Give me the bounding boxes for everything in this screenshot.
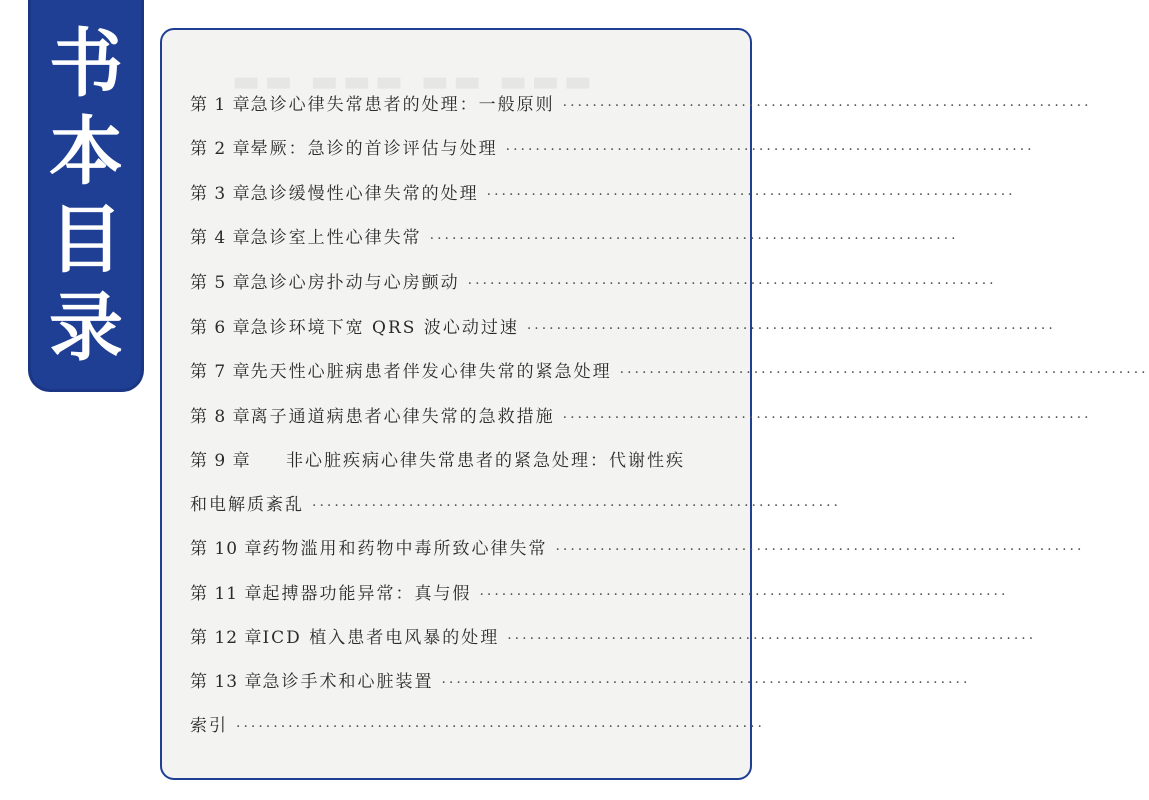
chapter-title: 非心脏疾病心律失常患者的紧急处理：代谢性疾 [286,451,685,471]
toc-entry [190,90,1092,120]
index-title: 索引 [190,716,228,736]
side-tab-char: 目 [49,197,123,283]
toc-entry [190,313,1056,343]
chapter-number: 第 12 章 [190,628,263,648]
chapter-number: 第 4 章 [190,228,251,248]
dot-leader: ······································································· [619,365,1149,381]
dot-leader: ······································································· [562,98,1092,114]
chapter-title: 急诊室上性心律失常 [250,228,422,248]
chapter-title: 药物滥用和药物中毒所致心律失常 [262,539,548,559]
dot-leader: ······································································· [429,231,959,247]
chapter-number: 第 5 章 [190,273,251,293]
toc-entry [190,268,997,298]
bleed-through-texture: ▬▬ ▬▬▬ ▬▬ ▬▬▬ [232,64,597,99]
dot-leader: ······································································· [507,631,1037,647]
chapter-title: 先天性心脏病患者伴发心律失常的紧急处理 [250,362,612,382]
dot-leader: ······································································· [236,719,765,735]
toc-entry-continuation [190,490,841,520]
side-tab-char: 本 [49,109,123,195]
toc-entry [190,357,1149,387]
chapter-title: 急诊心房扑动与心房颤动 [250,273,460,293]
chapter-number: 第 2 章 [190,139,251,159]
toc-entry [190,134,1035,164]
dot-leader: ······································································· [526,321,1056,337]
chapter-title: 急诊缓慢性心律失常的处理 [250,184,479,204]
dot-leader: ······································································· [479,587,1009,603]
chapter-title: 起搏器功能异常：真与假 [262,584,472,604]
dot-leader: ······································································· [505,142,1035,158]
toc-entry [190,579,1009,609]
toc-entry [190,534,1085,564]
chapter-number: 第 11 章 [190,584,263,604]
chapter-number: 第 6 章 [190,318,251,338]
side-tab-char: 书 [49,21,123,107]
chapter-number: 第 3 章 [190,184,251,204]
side-tab [28,0,144,392]
chapter-title: 急诊环境下宽 QRS 波心动过速 [250,318,519,338]
chapter-title: 晕厥：急诊的首诊评估与处理 [250,139,498,159]
dot-leader: ······································································· [562,410,1092,426]
dot-leader: ······································································· [555,542,1085,558]
toc-entry-index [190,711,765,741]
dot-leader: ······································································· [467,276,997,292]
chapter-title: ICD 植入患者电风暴的处理 [262,628,500,648]
toc-page [160,28,1149,780]
dot-leader: ······································································· [441,675,971,691]
dot-leader: ······································································· [312,498,841,514]
toc-entry [190,667,971,697]
chapter-number: 第 13 章 [190,672,263,692]
toc-entry [190,446,750,476]
chapter-number: 第 8 章 [190,407,251,427]
toc-entry [190,223,959,253]
toc-entry [190,402,1092,432]
toc-entry [190,179,1016,209]
chapter-number: 第 7 章 [190,362,251,382]
dot-leader: ······································································· [486,187,1016,203]
chapter-number: 第 9 章 [190,451,251,471]
chapter-title: 急诊心律失常患者的处理：一般原则 [250,95,555,115]
chapter-title: 急诊手术和心脏装置 [262,672,434,692]
chapter-number: 第 1 章 [190,95,251,115]
chapter-title: 和电解质紊乱 [190,495,304,515]
toc-entry [190,623,1037,653]
chapter-number: 第 10 章 [190,539,263,559]
side-tab-char: 录 [49,285,123,371]
chapter-title: 离子通道病患者心律失常的急救措施 [250,407,555,427]
